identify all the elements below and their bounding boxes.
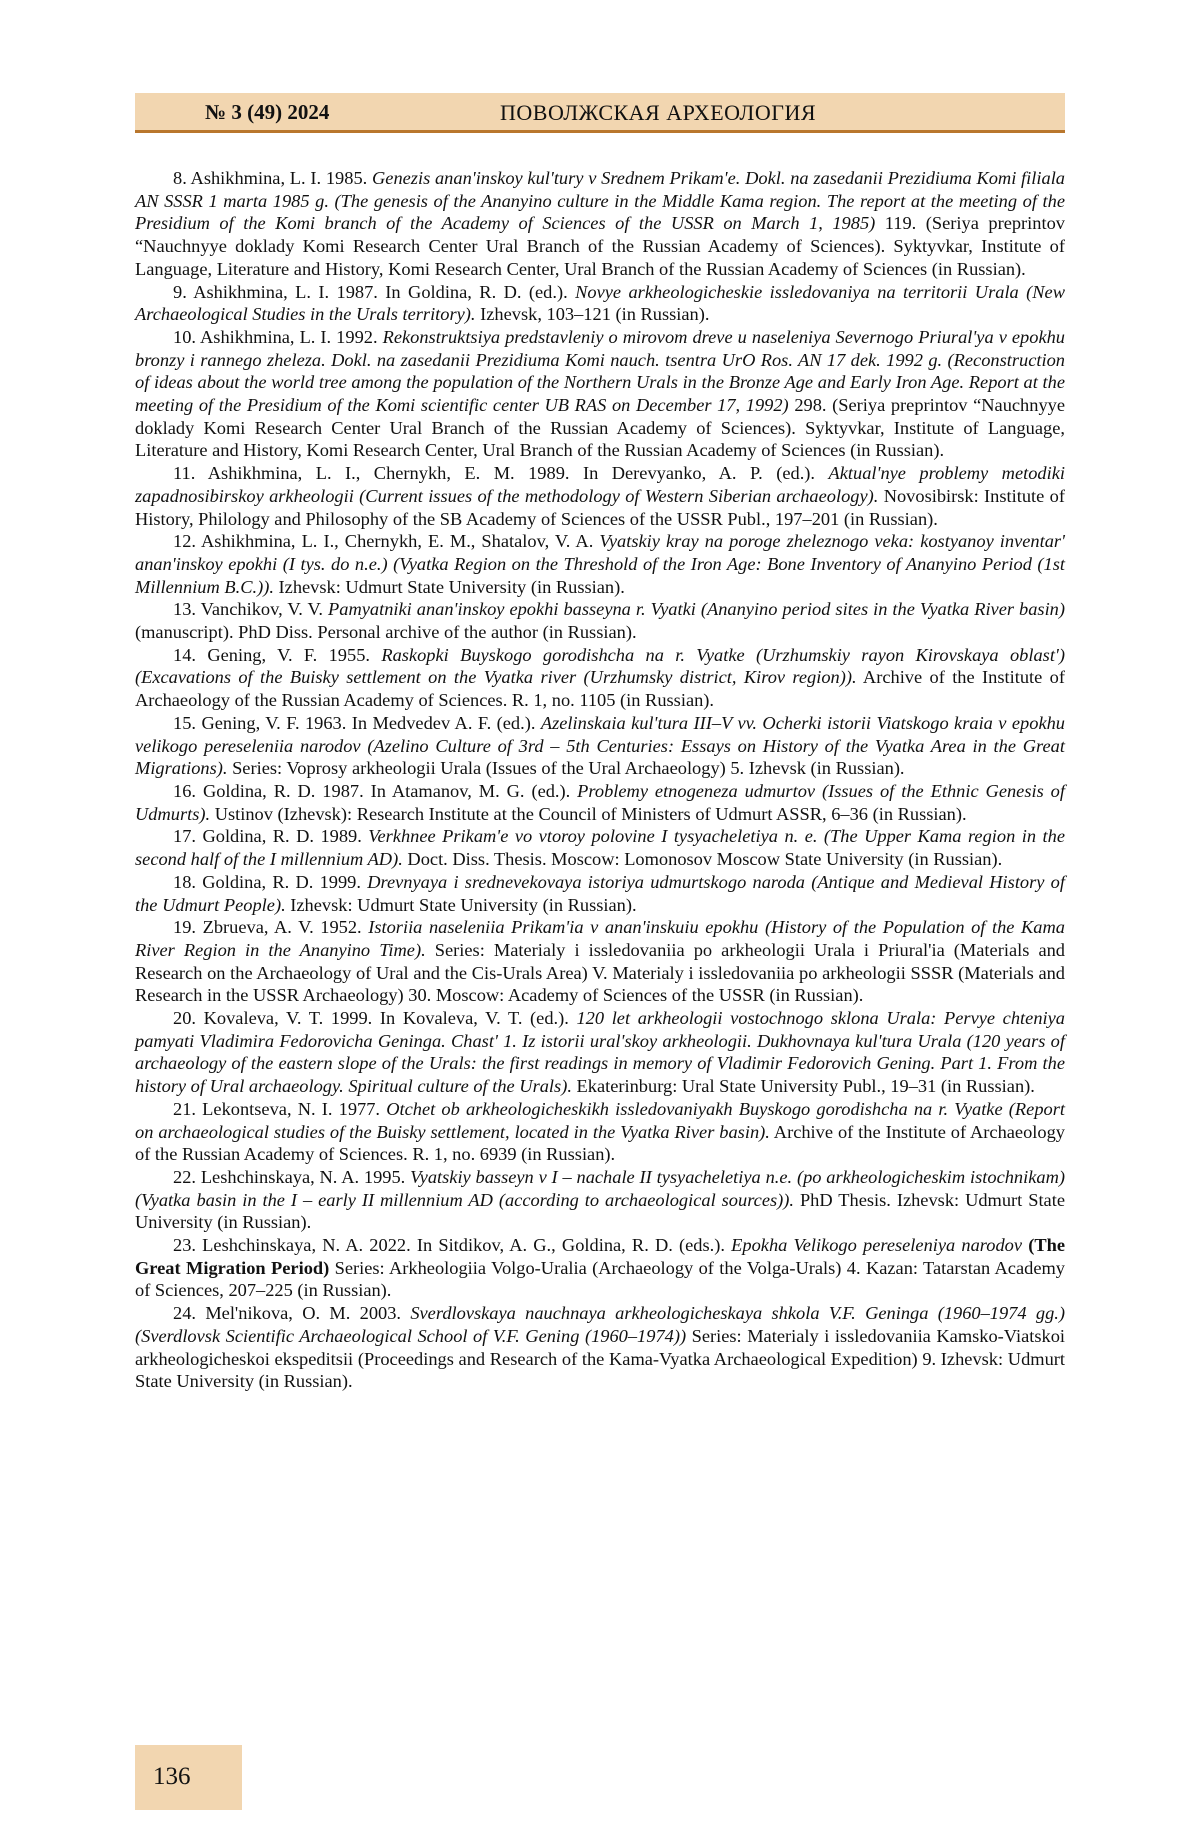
reference-num: 24. (173, 1303, 196, 1323)
reference-pre: Zbrueva, A. V. 1952. (203, 917, 369, 937)
reference-num: 9. (173, 282, 187, 302)
reference-pre: Mel'nikova, O. M. 2003. (205, 1303, 410, 1323)
reference-ital: 120 let arkheologii vostochnogo sklona Urala: Pervye chteniya pamyati Vladimira Fedorovicha Geninga. Chast' 1. Iz istorii ural'skoy arkheologii. Dukhovnaya kul'tura Urala (120 years of archaeology of the eastern slope of the Urals: the first readings in memory of Vladimir Fedorovich Gening. Part 1. From the history of Ural archaeology. Spiritual culture of the Urals). (135, 1008, 1065, 1096)
reference-pre: Vanchikov, V. V. (201, 599, 328, 619)
reference-num: 8. (173, 168, 187, 188)
reference-post: 298. (Seriya preprintov “Nauchnyye doklady Komi Research Center Ural Branch of the Russian Academy of Sciences). Syktyvkar, Institute of Language, Literature and History, Komi Research Center, Ural Branch of the Russian Academy of Sciences (in Russian). (135, 395, 1065, 460)
reference-num: 17. (173, 826, 196, 846)
reference-item (135, 1098, 1065, 1166)
reference-pre: Leshchinskaya, N. A. 2022. In Sitdikov, A. G., Goldina, R. D. (eds.). (202, 1235, 731, 1255)
reference-ital: Verkhnee Prikam'e vo vtoroy polovine I tysyacheletiya n. e. (The Upper Kama region in the second half of the I millennium AD). (135, 826, 1065, 869)
reference-post: Archive of the Institute of Archaeology of the Russian Academy of Sciences. R. 1, no. 1105 (in Russian). (135, 667, 1065, 710)
reference-item (135, 530, 1065, 598)
reference-ital: Problemy etnogeneza udmurtov (Issues of the Ethnic Genesis of Udmurts). (135, 781, 1065, 824)
reference-post: Izhevsk, 103–121 (in Russian). (476, 304, 710, 324)
reference-pre: Ashikhmina, L. I. 1992. (200, 327, 383, 347)
reference-post: Doct. Diss. Thesis. Moscow: Lomonosov Moscow State University (in Russian). (403, 849, 1002, 869)
reference-post: Izhevsk: Udmurt State University (in Russian). (274, 577, 625, 597)
reference-post: (manuscript). PhD Diss. Personal archive of the author (in Russian). (135, 622, 637, 642)
reference-ital: Novye arkheologicheskie issledovaniya na territorii Urala (New Archaeological Studies in the Urals territory). (135, 282, 1065, 325)
reference-item (135, 1302, 1065, 1393)
reference-num: 14. (173, 645, 196, 665)
reference-post: Ekaterinburg: Ural State University Publ., 19–31 (in Russian). (572, 1076, 1035, 1096)
reference-num: 19. (173, 917, 196, 937)
issue-number: № 3 (49) 2024 (205, 100, 329, 125)
reference-num: 11. (173, 463, 195, 483)
reference-ital: Vyatskiy basseyn v I – nachale II tysyacheletiya n.e. (po arkheologicheskim istochnikam) (Vyatka basin in the I – early II millennium AD (according to archaeological sources)). (135, 1167, 1065, 1210)
reference-pre: Goldina, R. D. 1989. (202, 826, 368, 846)
reference-post: Series: Voprosy arkheologii Urala (Issues of the Ural Archaeology) 5. Izhevsk (in Russian). (227, 758, 904, 778)
reference-post: Series: Arkheologiia Volgo-Uralia (Archaeology of the Volga-Urals) 4. Kazan: Tatarstan Academy of Sciences, 207–225 (in Russian). (135, 1258, 1065, 1301)
reference-ital: Otchet ob arkheologicheskikh issledovaniyakh Buyskogo gorodishcha na r. Vyatke (Report on archaeological studies of the Buisky settlement, located in the Vyatka River basin). (135, 1099, 1065, 1142)
reference-pre: Gening, V. F. 1963. In Medvedev A. F. (ed.). (201, 713, 540, 733)
reference-ital: Genezis anan'inskoy kul'tury v Srednem Prikam'e. Dokl. na zasedanii Prezidiuma Komi filiala AN SSSR 1 marta 1985 g. (The genesis of the Ananyino culture in the Middle Kama region. The report at the meeting of the Presidium of the Komi branch of the Academy of Sciences of the USSR on March 1, 1985) (135, 168, 1065, 233)
reference-num: 15. (173, 713, 196, 733)
reference-num: 22. (173, 1167, 196, 1187)
page-number: 136 (153, 1763, 191, 1791)
reference-ital: Aktual'nye problemy metodiki zapadnosibirskoy arkheologii (Current issues of the methodology of Western Siberian archaeology). (135, 463, 1065, 506)
reference-ital: Azelinskaia kul'tura III–V vv. Ocherki istorii Viatskogo kraia v epokhu velikogo pereseleniia narodov (Azelino Culture of 3rd – 5th Centuries: Essays on History of the Vyatka Area in the Great Migrations). (135, 713, 1065, 778)
reference-pre: Ashikhmina, L. I. 1987. In Goldina, R. D. (ed.). (193, 282, 575, 302)
reference-item (135, 167, 1065, 281)
reference-num: 12. (173, 531, 196, 551)
reference-ital: Drevnyaya i srednevekovaya istoriya udmurtskogo naroda (Antique and Medieval History of the Udmurt People). (135, 872, 1065, 915)
reference-post: Izhevsk: Udmurt State University (in Russian). (286, 895, 637, 915)
reference-ital: Raskopki Buyskogo gorodishcha na r. Vyatke (Urzhumskiy rayon Kirovskaya oblast') (Excavations of the Buisky settlement on the Vyatka river (Urzhumsky district, Kirov region)). (135, 645, 1065, 688)
reference-ital: Istoriia naseleniia Prikam'ia v anan'inskuiu epokhu (History of the Population of the Kama River Region in the Ananyino Time). (135, 917, 1065, 960)
reference-item (135, 1166, 1065, 1234)
journal-title: ПОВОЛЖСКАЯ АРХЕОЛОГИЯ (500, 100, 816, 126)
reference-item (135, 598, 1065, 643)
reference-item (135, 1007, 1065, 1098)
reference-item (135, 1234, 1065, 1302)
reference-pre: Ashikhmina, L. I. 1985. (191, 168, 372, 188)
reference-item (135, 326, 1065, 462)
reference-num: 10. (173, 327, 196, 347)
reference-ital: Epokha Velikogo pereseleniya narodov (731, 1235, 1028, 1255)
reference-num: 21. (173, 1099, 196, 1119)
reference-ital: Pamyatniki anan'inskoy epokhi basseyna r. Vyatki (Ananyino period sites in the Vyatka River basin) (328, 599, 1065, 619)
running-header (135, 93, 1065, 133)
reference-num: 23. (173, 1235, 196, 1255)
reference-item (135, 712, 1065, 780)
reference-num: 16. (173, 781, 196, 801)
reference-post: Novosibirsk: Institute of History, Philology and Philosophy of the SB Academy of Sciences of the USSR Publ., 197–201 (in Russian). (135, 486, 1065, 529)
reference-post: Series: Materialy i issledovaniia Kamsko-Viatskoi arkheologicheskoi ekspeditsii (Proceedings and Research of the Kama-Vyatka Archaeological Expedition) 9. Izhevsk: Udmurt State University (in Russian). (135, 1326, 1065, 1391)
reference-pre: Kovaleva, V. T. 1999. In Kovaleva, V. T. (ed.). (204, 1008, 577, 1028)
reference-post: Series: Materialy i issledovaniia po arkheologii Urala i Priural'ia (Materials and Research on the Archaeology of Ural and the Cis-Urals Area) V. Materialy i issledovaniia po arkheologii SSSR (Materials and Research in the USSR Archaeology) 30. Moscow: Academy of Sciences of the USSR (in Russian). (135, 940, 1065, 1005)
reference-pre: Goldina, R. D. 1987. In Atamanov, M. G. (ed.). (203, 781, 577, 801)
reference-post: Archive of the Institute of Archaeology of the Russian Academy of Sciences. R. 1, no. 6939 (in Russian). (135, 1122, 1065, 1165)
reference-item (135, 644, 1065, 712)
reference-ital: Vyatskiy kray na poroge zheleznogo veka: kostyanoy inventar' anan'inskoy epokhi (I tys. do n.e.) (Vyatka Region on the Threshold of the Iron Age: Bone Inventory of Ananyino Period (1st Millennium B.C.)). (135, 531, 1065, 596)
reference-item (135, 916, 1065, 1007)
reference-post: 119. (Seriya preprintov “Nauchnyye doklady Komi Research Center Ural Branch of the Russian Academy of Sciences). Syktyvkar, Institute of Language, Literature and History, Komi Research Center, Ural Branch of the Russian Academy of Sciences (in Russian). (135, 213, 1065, 278)
reference-num: 13. (173, 599, 196, 619)
reference-item (135, 281, 1065, 326)
reference-pre: Gening, V. F. 1955. (207, 645, 381, 665)
reference-ital: Rekonstruktsiya predstavleniy o mirovom dreve u naseleniya Severnogo Priural'ya v epokhu bronzy i rannego zheleza. Dokl. na zasedanii Prezidiuma Komi nauch. tsentra UrO Ros. AN 17 dek. 1992 g. (Reconstruction of ideas about the world tree among the population of the Northern Urals in the Bronze Age and Early Iron Age. Report at the meeting of the Presidium of the Komi scientific center UB RAS on December 17, 1992) (135, 327, 1065, 415)
page-number-box (135, 1745, 242, 1810)
reference-item (135, 825, 1065, 870)
reference-num: 20. (173, 1008, 196, 1028)
reference-pre: Ashikhmina, L. I., Chernykh, E. M. 1989. In Derevyanko, A. P. (ed.). (208, 463, 829, 483)
reference-post: Ustinov (Izhevsk): Research Institute at the Council of Ministers of Udmurt ASSR, 6–36 (in Russian). (210, 804, 967, 824)
reference-num: 18. (173, 872, 196, 892)
reference-pre: Leshchinskaya, N. A. 1995. (201, 1167, 410, 1187)
reference-item (135, 871, 1065, 916)
reference-pre: Lekontseva, N. I. 1977. (202, 1099, 386, 1119)
reference-pre: Goldina, R. D. 1999. (202, 872, 367, 892)
reference-bold: (The Great Migration Period) (135, 1235, 1065, 1278)
reference-post: PhD Thesis. Izhevsk: Udmurt State University (in Russian). (135, 1190, 1065, 1233)
reference-item (135, 780, 1065, 825)
reference-list (135, 167, 1065, 1393)
reference-pre: Ashikhmina, L. I., Chernykh, E. M., Shatalov, V. A. (201, 531, 599, 551)
reference-ital: Sverdlovskaya nauchnaya arkheologicheskaya shkola V.F. Geninga (1960–1974 gg.) (Sverdlovsk Scientific Archaeological School of V.F. Gening (1960–1974)) (135, 1303, 1065, 1346)
reference-item (135, 462, 1065, 530)
